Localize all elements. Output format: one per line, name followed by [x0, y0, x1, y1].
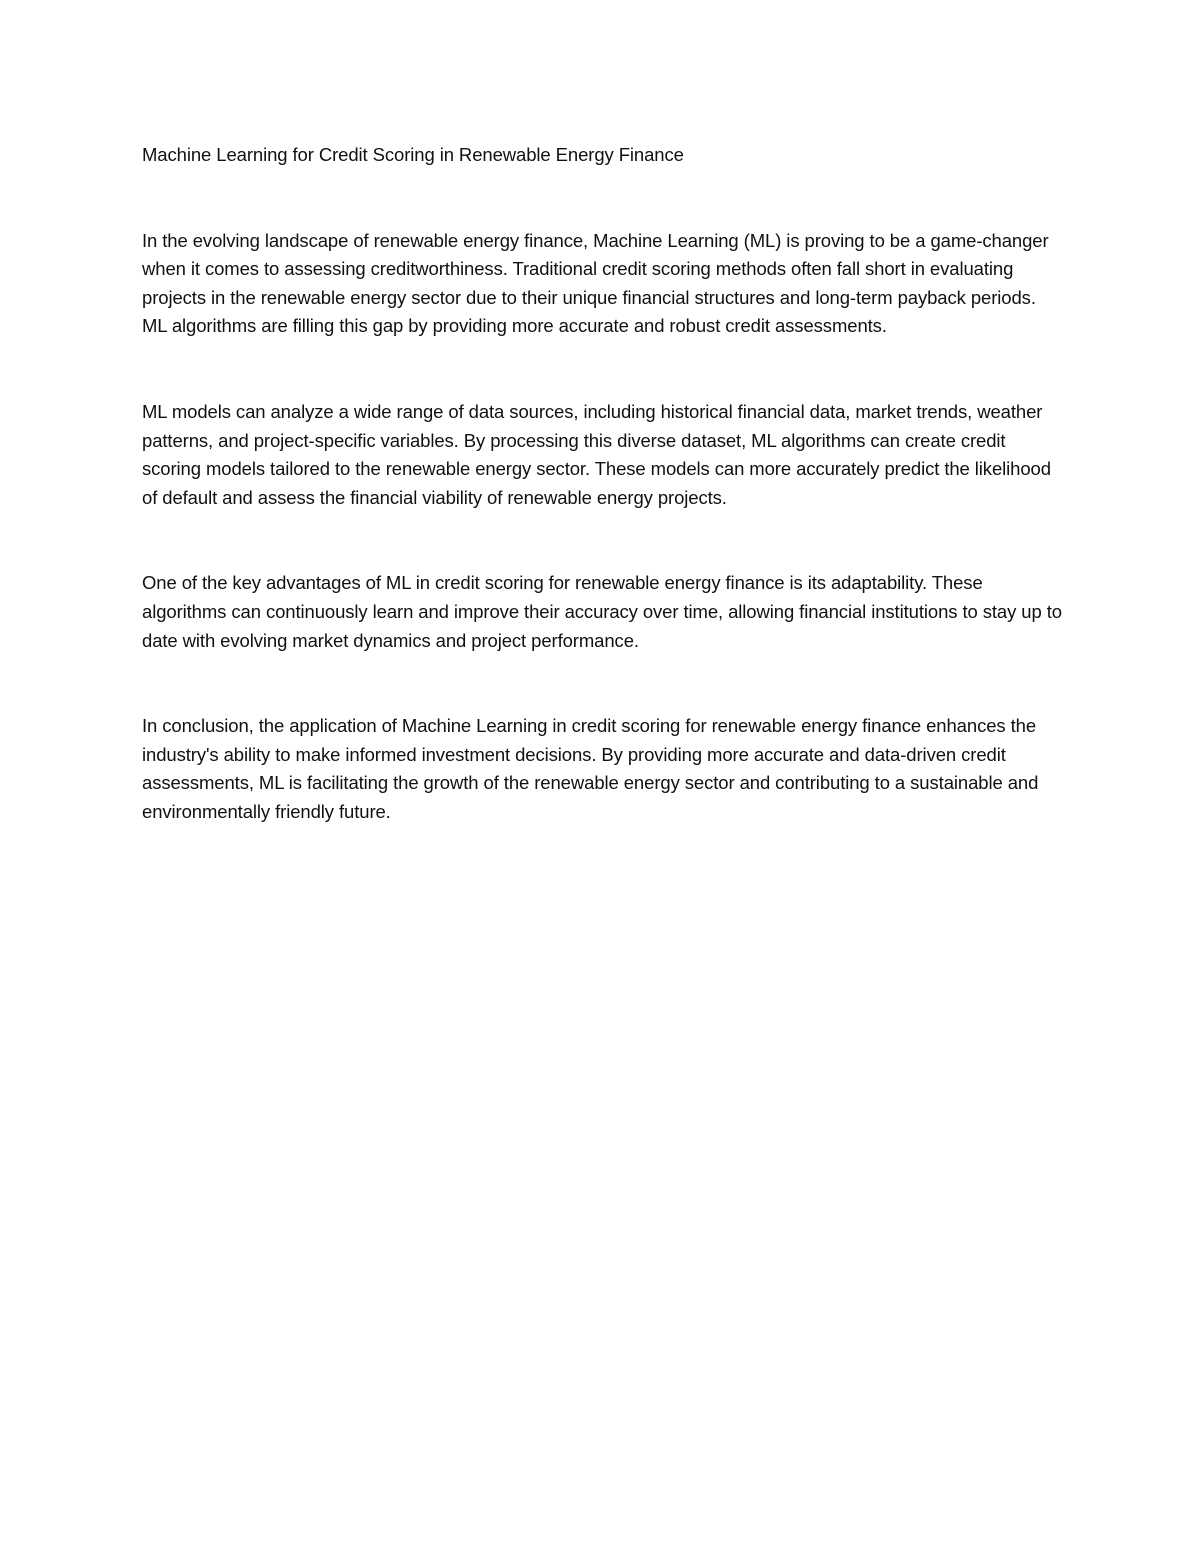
paragraph-introduction: In the evolving landscape of renewable energy finance, Machine Learning (ML) is proving to be a game-changer when it comes to assessing creditworthiness. Traditional credit scoring methods often fall short in evaluating projects in the renewable energy sector due to their unique financial structures and long-term payback periods. ML algorithms are filling this gap by providing more accurate and robust credit assessments. [142, 229, 1049, 337]
paragraph-adaptability: One of the key advantages of ML in credit scoring for renewable energy finance is its adaptability. These algorithms can continuously learn and improve their accuracy over time, allowing financial institutions to stay up to date with evolving market dynamics and project performance. [142, 572, 1062, 651]
document-title: Machine Learning for Credit Scoring in Renewable Energy Finance [142, 144, 684, 165]
paragraph-conclusion: In conclusion, the application of Machine Learning in credit scoring for renewable energy finance enhances the industry's ability to make informed investment decisions. By providing more accurate and data-driven credit assessments, ML is facilitating the growth of the renewable energy sector and contributing to a sustainable and environmentally friendly future. [142, 715, 1039, 822]
paragraph-data-sources: ML models can analyze a wide range of data sources, including historical financial data, market trends, weather patterns, and project-specific variables. By processing this diverse dataset, ML algorithms can create credit scoring models tailored to the renewable energy sector. These models can more accurately predict the likelihood of default and assess the financial viability of renewable energy projects. [142, 400, 1051, 508]
document-body [142, 141, 1062, 827]
